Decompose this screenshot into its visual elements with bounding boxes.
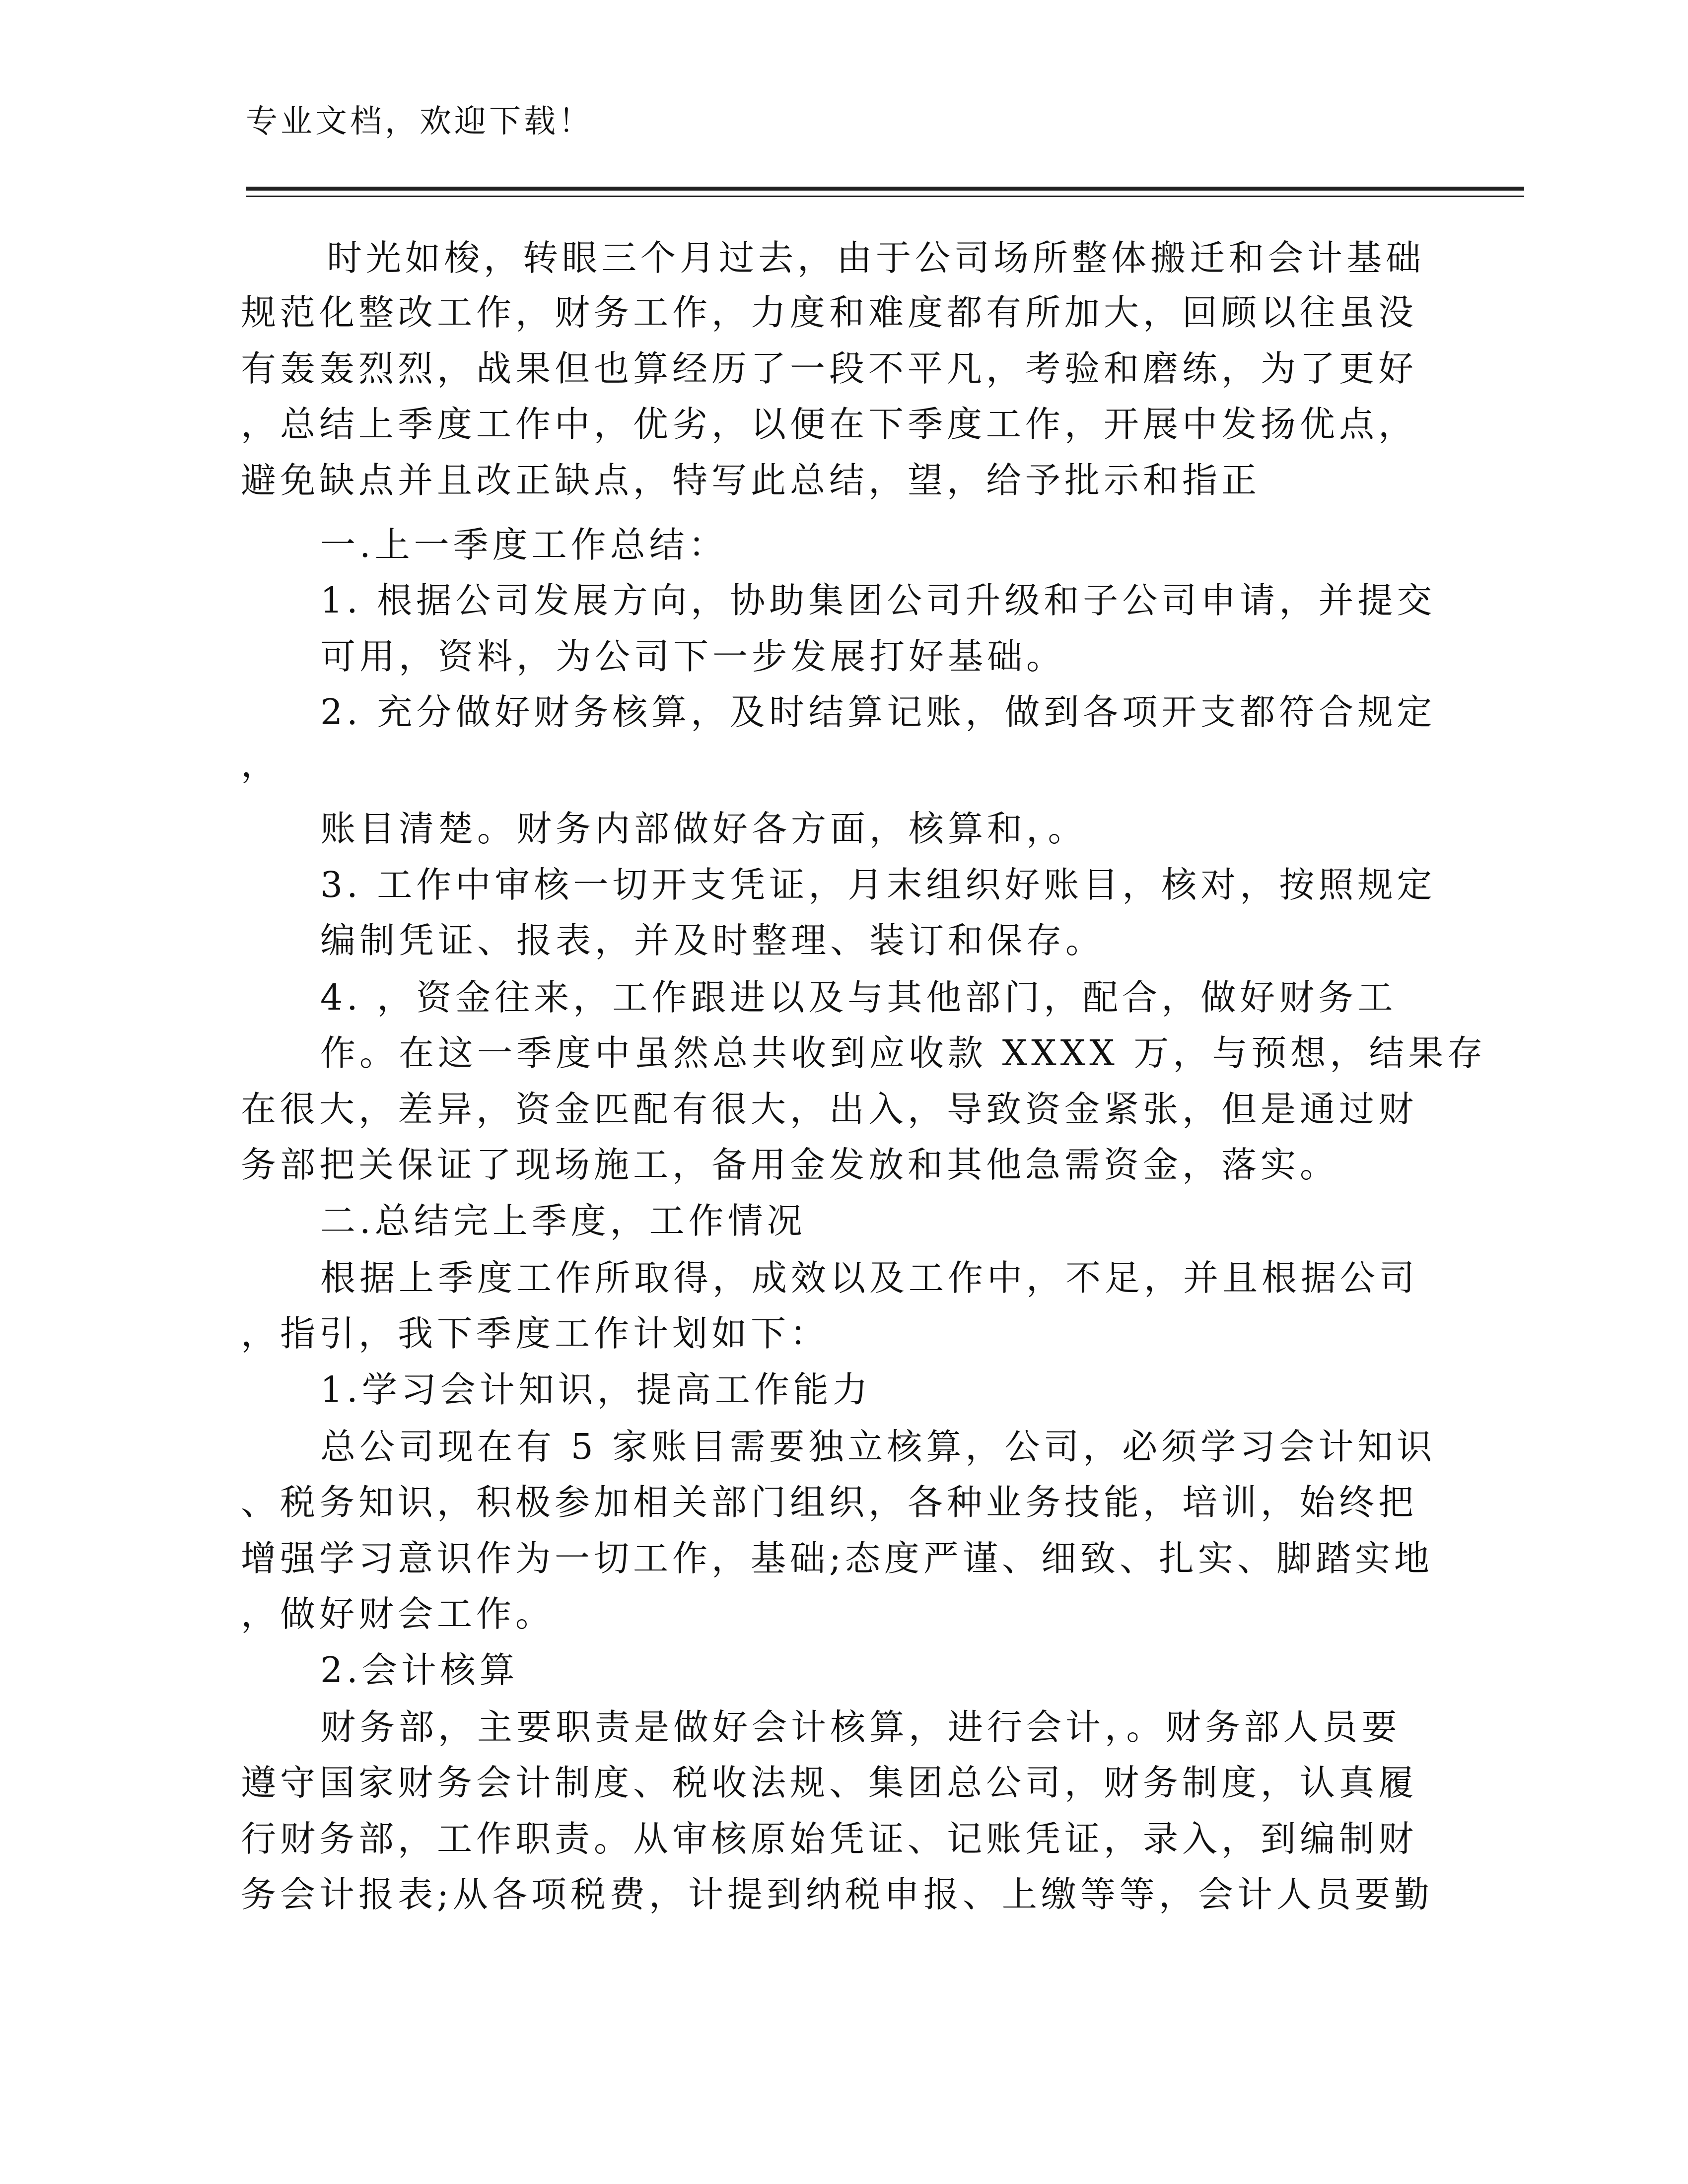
body-line: ，指引，我下季度工作计划如下： — [241, 1313, 830, 1354]
body-line: 时光如梭，转眼三个月过去，由于公司场所整体搬迁和会计基础 — [327, 237, 1425, 278]
subsection-heading: 1.学习会计知识，提高工作能力 — [320, 1369, 872, 1410]
body-line: 账目清楚。财务内部做好各方面，核算和，。 — [320, 808, 1087, 849]
body-line: 总公司现在有 5 家账目需要独立核算，公司，必须学习会计知识 — [320, 1426, 1436, 1467]
body-line: 规范化整改工作，财务工作，力度和难度都有所加大，回顾以往虽没 — [241, 292, 1418, 333]
subsection-heading: 2.会计核算 — [320, 1649, 519, 1691]
body-line: 在很大，差异，资金匹配有很大，出入，导致资金紧张，但是通过财 — [241, 1089, 1418, 1130]
section-heading: 一.上一季度工作总结： — [320, 524, 728, 565]
body-line: 4. ，资金往来，工作跟进以及与其他部门，配合，做好财务工 — [320, 977, 1397, 1018]
body-line: 增强学习意识作为一切工作，基础;态度严谨、细致、扎实、脚踏实地 — [241, 1538, 1433, 1579]
body-line: 务部把关保证了现场施工，备用金发放和其他急需资金，落实。 — [241, 1144, 1339, 1185]
body-line: 避免缺点并且改正缺点，特写此总结，望，给予批示和指正 — [241, 460, 1261, 501]
body-line: 可用，资料，为公司下一步发展打好基础。 — [320, 636, 1066, 677]
body-line: 1. 根据公司发展方向，协助集团公司升级和子公司申请，并提交 — [320, 580, 1436, 621]
header-text: 专业文档，欢迎下载！ — [246, 103, 593, 140]
body-line: 务会计报表;从各项税费，计提到纳税申报、上缴等等，会计人员要勤 — [241, 1874, 1433, 1915]
body-line: 遵守国家财务会计制度、税收法规、集团总公司，财务制度，认真履 — [241, 1762, 1418, 1803]
section-heading: 二.总结完上季度，工作情况 — [320, 1200, 806, 1241]
body-line: 根据上季度工作所取得，成效以及工作中，不足，并且根据公司 — [320, 1257, 1419, 1298]
body-line: 行财务部，工作职责。从审核原始凭证、记账凭证，录入，到编制财 — [241, 1818, 1418, 1859]
body-line: 2. 充分做好财务核算，及时结算记账，做到各项开支都符合规定 — [320, 691, 1436, 733]
body-line: ，总结上季度工作中，优劣，以便在下季度工作，开展中发扬优点， — [241, 404, 1418, 445]
body-line: 作。在这一季度中虽然总共收到应收款 XXXX 万，与预想，结果存 — [320, 1032, 1487, 1074]
body-line: ， — [241, 744, 281, 785]
body-line: 财务部，主要职责是做好会计核算，进行会计，。财务部人员要 — [320, 1706, 1401, 1748]
body-line: ，做好财会工作。 — [241, 1593, 555, 1635]
body-line: 编制凭证、报表，并及时整理、装订和保存。 — [320, 920, 1105, 961]
body-line: 有轰轰烈烈，战果但也算经历了一段不平凡，考验和磨练，为了更好 — [241, 348, 1418, 389]
body-line: 、税务知识，积极参加相关部门组织，各种业务技能，培训，始终把 — [241, 1482, 1418, 1523]
body-line: 3. 工作中审核一切开支凭证，月末组织好账目，核对，按照规定 — [320, 864, 1436, 905]
